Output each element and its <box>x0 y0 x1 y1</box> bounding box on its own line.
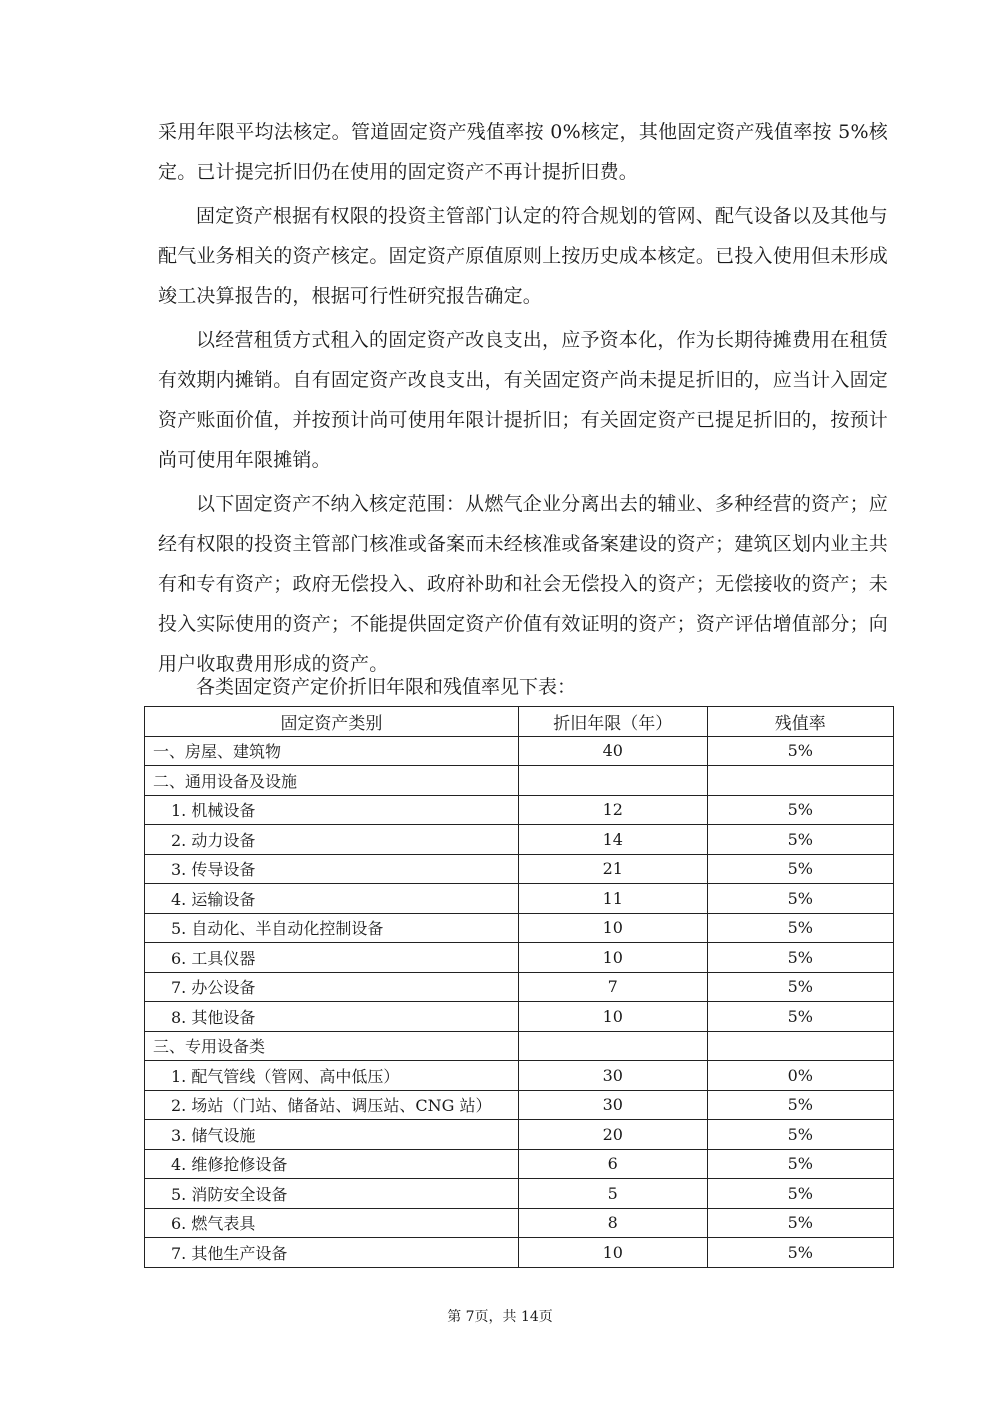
paragraph-1: 采用年限平均法核定。管道固定资产残值率按 0%核定，其他固定资产残值率按 5%核定。已计提完折旧仍在使用的固定资产不再计提折旧费。 <box>158 121 888 183</box>
table-row <box>145 1149 894 1179</box>
page-footer: 第 7页，共 14页 <box>447 1309 553 1325</box>
cell-category: 1. 配气管线（管网、高中低压） <box>145 1061 519 1091</box>
cell-category: 7. 其他生产设备 <box>145 1238 519 1268</box>
cell-rate: 5% <box>707 1179 893 1209</box>
table-row <box>145 1179 894 1209</box>
asset-depreciation-table <box>144 706 894 1268</box>
body-text <box>158 112 888 688</box>
cell-years: 6 <box>518 1149 707 1179</box>
cell-rate: 5% <box>707 1002 893 1032</box>
cell-category: 3. 储气设施 <box>145 1120 519 1150</box>
cell-years: 12 <box>518 795 707 825</box>
cell-years: 10 <box>518 943 707 973</box>
cell-category: 8. 其他设备 <box>145 1002 519 1032</box>
cell-rate: 5% <box>707 1149 893 1179</box>
cell-years: 10 <box>518 913 707 943</box>
cell-rate: 5% <box>707 1090 893 1120</box>
cell-years: 20 <box>518 1120 707 1150</box>
header-category: 固定资产类别 <box>145 707 519 737</box>
cell-years: 21 <box>518 854 707 884</box>
table-row <box>145 795 894 825</box>
cell-rate <box>707 1031 893 1061</box>
cell-years: 30 <box>518 1061 707 1091</box>
cell-years: 8 <box>518 1208 707 1238</box>
table-row <box>145 943 894 973</box>
table-row <box>145 1238 894 1268</box>
cell-category: 4. 维修抢修设备 <box>145 1149 519 1179</box>
table-row <box>145 1061 894 1091</box>
header-rate: 残值率 <box>707 707 893 737</box>
cell-years: 40 <box>518 736 707 766</box>
cell-category: 6. 工具仪器 <box>145 943 519 973</box>
cell-rate: 5% <box>707 913 893 943</box>
cell-years: 7 <box>518 972 707 1002</box>
table-row <box>145 1120 894 1150</box>
paragraph-4: 以下固定资产不纳入核定范围：从燃气企业分离出去的辅业、多种经营的资产；应经有权限的投资主管部门核准或备案而未经核准或备案建设的资产；建筑区划内业主共有和专有资产；政府无偿投入、政府补助和社会无偿投入的资产；无偿接收的资产；未投入实际使用的资产；不能提供固定资产价值有效证明的资产；资产评估增值部分；向用户收取费用形成的资产。 <box>158 493 888 675</box>
cell-category: 2. 动力设备 <box>145 825 519 855</box>
cell-years <box>518 766 707 796</box>
cell-category: 6. 燃气表具 <box>145 1208 519 1238</box>
table-row <box>145 1031 894 1061</box>
cell-category: 二、通用设备及设施 <box>145 766 519 796</box>
cell-years: 11 <box>518 884 707 914</box>
table-body <box>145 736 894 1267</box>
cell-years <box>518 1031 707 1061</box>
cell-years: 5 <box>518 1179 707 1209</box>
header-years: 折旧年限（年） <box>518 707 707 737</box>
cell-rate: 5% <box>707 943 893 973</box>
cell-rate: 5% <box>707 1238 893 1268</box>
table-intro: 各类固定资产定价折旧年限和残值率见下表： <box>196 676 577 698</box>
cell-rate: 5% <box>707 972 893 1002</box>
cell-category: 3. 传导设备 <box>145 854 519 884</box>
cell-category: 1. 机械设备 <box>145 795 519 825</box>
cell-years: 10 <box>518 1238 707 1268</box>
table-row <box>145 1002 894 1032</box>
cell-category: 4. 运输设备 <box>145 884 519 914</box>
cell-category: 2. 场站（门站、储备站、调压站、CNG 站） <box>145 1090 519 1120</box>
cell-category: 5. 消防安全设备 <box>145 1179 519 1209</box>
cell-rate <box>707 766 893 796</box>
cell-category: 一、房屋、建筑物 <box>145 736 519 766</box>
cell-rate: 5% <box>707 736 893 766</box>
cell-years: 30 <box>518 1090 707 1120</box>
table-header-row <box>145 707 894 737</box>
cell-category: 7. 办公设备 <box>145 972 519 1002</box>
table-row <box>145 766 894 796</box>
cell-rate: 0% <box>707 1061 893 1091</box>
cell-years: 10 <box>518 1002 707 1032</box>
table-row <box>145 972 894 1002</box>
table-row <box>145 825 894 855</box>
table-row <box>145 854 894 884</box>
cell-category: 三、专用设备类 <box>145 1031 519 1061</box>
table-row <box>145 1090 894 1120</box>
paragraph-3: 以经营租赁方式租入的固定资产改良支出，应予资本化，作为长期待摊费用在租赁有效期内摊销。自有固定资产改良支出，有关固定资产尚未提足折旧的，应当计入固定资产账面价值，并按预计尚可使用年限计提折旧；有关固定资产已提足折旧的，按预计尚可使用年限摊销。 <box>158 329 888 471</box>
table-row <box>145 1208 894 1238</box>
paragraph-2: 固定资产根据有权限的投资主管部门认定的符合规划的管网、配气设备以及其他与配气业务相关的资产核定。固定资产原值原则上按历史成本核定。已投入使用但未形成竣工决算报告的，根据可行性研究报告确定。 <box>158 205 888 307</box>
cell-rate: 5% <box>707 1120 893 1150</box>
cell-rate: 5% <box>707 854 893 884</box>
table-row <box>145 913 894 943</box>
table-row <box>145 884 894 914</box>
cell-rate: 5% <box>707 795 893 825</box>
cell-rate: 5% <box>707 1208 893 1238</box>
cell-rate: 5% <box>707 884 893 914</box>
cell-rate: 5% <box>707 825 893 855</box>
table-row <box>145 736 894 766</box>
cell-category: 5. 自动化、半自动化控制设备 <box>145 913 519 943</box>
cell-years: 14 <box>518 825 707 855</box>
